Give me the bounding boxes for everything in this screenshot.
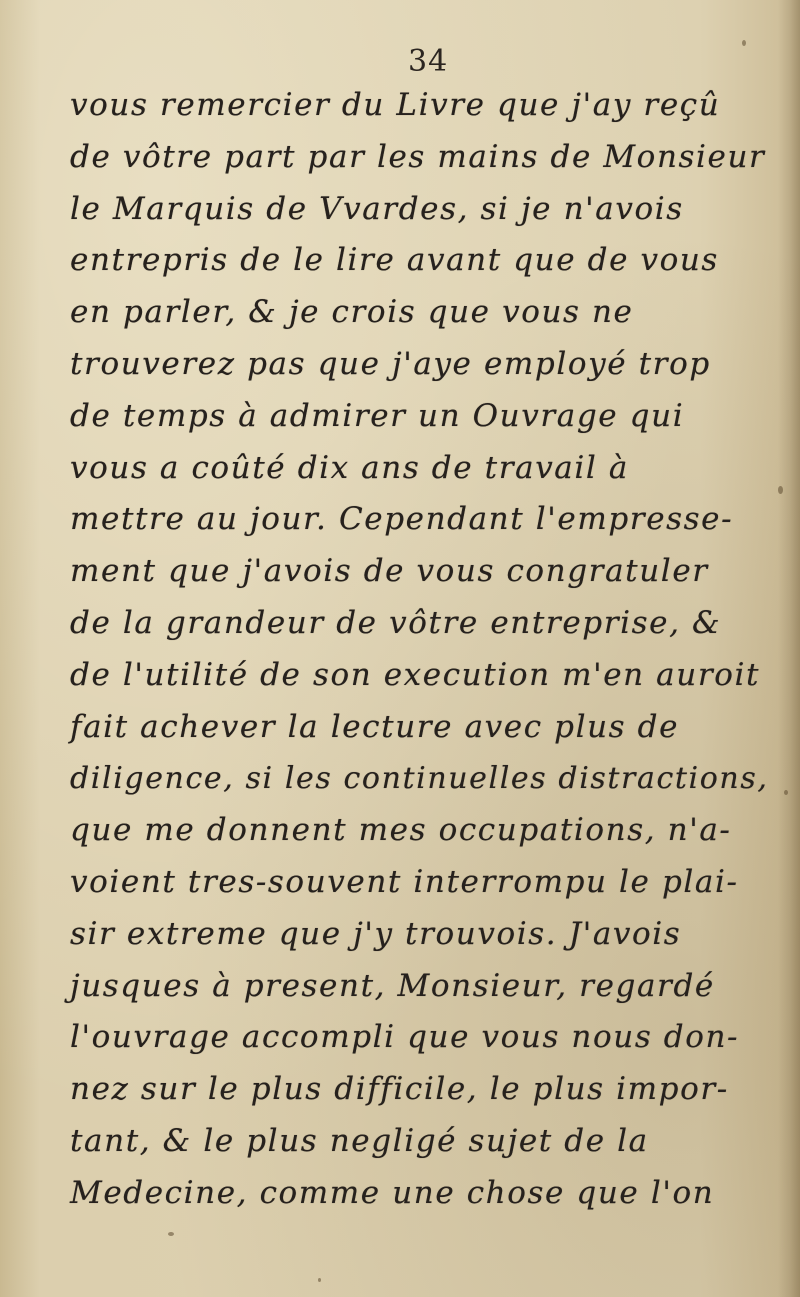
text-line: de l'utilité de son execution m'en auroit [70, 656, 761, 693]
paper-speck [742, 40, 746, 46]
text-line: nez sur le plus difficile, le plus impor- [70, 1071, 729, 1108]
page-number: 34 [408, 44, 449, 79]
paper-speck [168, 1232, 174, 1236]
text-line: sir extreme que j'y trouvois. J'avois [70, 915, 682, 952]
paper-speck [778, 486, 783, 494]
text-line: mettre au jour. Cependant l'empresse- [70, 501, 734, 538]
body-text [70, 80, 770, 1220]
text-line: entrepris de le lire avant que de vous [70, 242, 719, 279]
text-line: diligence, si les continuelles distractions, [70, 761, 769, 797]
text-line: vous remercier du Livre que j'ay reçû [70, 87, 721, 123]
text-line: de vôtre part par les mains de Monsieur [70, 138, 766, 175]
text-line: fait achever la lecture avec plus de [70, 708, 680, 745]
text-line: de temps à admirer un Ouvrage qui [70, 397, 685, 434]
text-line: jusques à present, Monsieur, regardé [70, 967, 715, 1004]
text-line: l'ouvrage accompli que vous nous don- [70, 1019, 740, 1056]
text-line: Medecine, comme une chose que l'on [70, 1174, 715, 1211]
text-line: tant, & le plus negligé sujet de la [70, 1122, 649, 1159]
text-line: de la grandeur de vôtre entreprise, & [70, 604, 722, 641]
text-line: en parler, & je crois que vous ne [70, 294, 634, 331]
paper-speck [784, 790, 788, 795]
text-line: trouverez pas que j'aye employé trop [70, 345, 711, 382]
text-line: le Marquis de Vvardes, si je n'avois [70, 190, 684, 227]
paper-speck [318, 1278, 321, 1282]
text-line: voient tres-souvent interrompu le plai- [70, 863, 739, 900]
text-line: ment que j'avois de vous congratuler [70, 553, 709, 590]
text-line: vous a coûté dix ans de travail à [70, 449, 629, 486]
page-edge-shadow [778, 0, 800, 1297]
text-line: que me donnent mes occupations, n'a- [70, 812, 732, 849]
